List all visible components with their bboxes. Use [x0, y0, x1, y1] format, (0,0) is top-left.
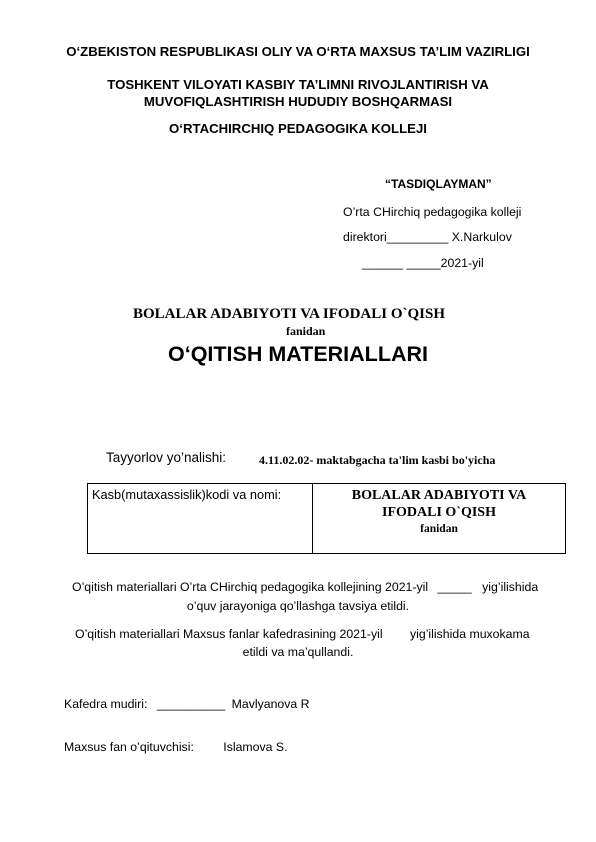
teacher-name: Islamova S. [223, 740, 288, 754]
subject-title: BOLALAR ADABIYOTI VA IFODALI O`QISH [133, 306, 446, 322]
specialty-label-cell [88, 484, 313, 554]
department-head-label: Kafedra mudiri: [64, 697, 148, 711]
approval-line1: O’rta CHirchiq pedagogika kolleji [343, 205, 522, 219]
approval-line2: direktori_________ X.Narkulov [343, 230, 512, 244]
approval-paragraph-line2: etildi va ma’qullandi. [242, 645, 354, 659]
specialty-value-line2: IFODALI O`QISH [382, 505, 496, 520]
specialty-label: Kasb(mutaxassislik)kodi va nomi: [92, 487, 282, 502]
main-title: O‘QITISH MATERIALLARI [168, 342, 428, 366]
approval-title: “TASDIQLAYMAN” [385, 177, 492, 191]
subject-fanidan: fanidan [286, 324, 326, 338]
recommendation-text: O’qitish materiallari O’rta CHirchiq pedagogika kollejining 2021-yil [72, 580, 429, 594]
college-heading: O‘RTACHIRCHIQ PEDAGOGIKA KOLLEJI [169, 121, 427, 136]
recommendation-line2: o’quv jarayoniga qo’llashga tavsiya etildi. [186, 599, 410, 613]
recommendation-blank: _____ [437, 580, 472, 594]
approval-paragraph-tail: yig’ilishida muxokama [409, 627, 530, 641]
teacher-label: Maxsus fan o’qituvchisi: [64, 740, 194, 754]
approval-paragraph-text: O’qitish materiallari Maxsus fanlar kafedrasining 2021-yil [75, 627, 383, 641]
department-head-name: Mavlyanova R [231, 697, 310, 711]
specialty-value-line1: BOLALAR ADABIYOTI VA [351, 488, 527, 503]
ministry-heading: O‘ZBEKISTON RESPUBLIKASI OLIY VA O‘RTA MAXSUS TA’LIM VAZIRLIGI [66, 44, 530, 59]
specialty-value-line3: fanidan [420, 523, 458, 535]
specialty-value-cell [313, 484, 566, 554]
department-head-signature-line: __________ [156, 697, 226, 711]
recommendation-tail: yig’ilishida [482, 580, 539, 594]
region-heading-line2: MUVOFIQLASHTIRISH HUDUDIY BOSHQARMASI [143, 94, 453, 109]
direction-label: Tayyorlov yo’nalishi: [106, 450, 227, 465]
approval-date: ______ _____2021-yil [362, 256, 484, 270]
specialty-table [87, 483, 566, 554]
direction-value: 4.11.02.02- maktabgacha ta'lim kasbi bo'yicha [259, 453, 496, 467]
region-heading-line1: TOSHKENT VILOYATI KASBIY TA’LIMNI RIVOJLANTIRISH VA [107, 77, 489, 92]
